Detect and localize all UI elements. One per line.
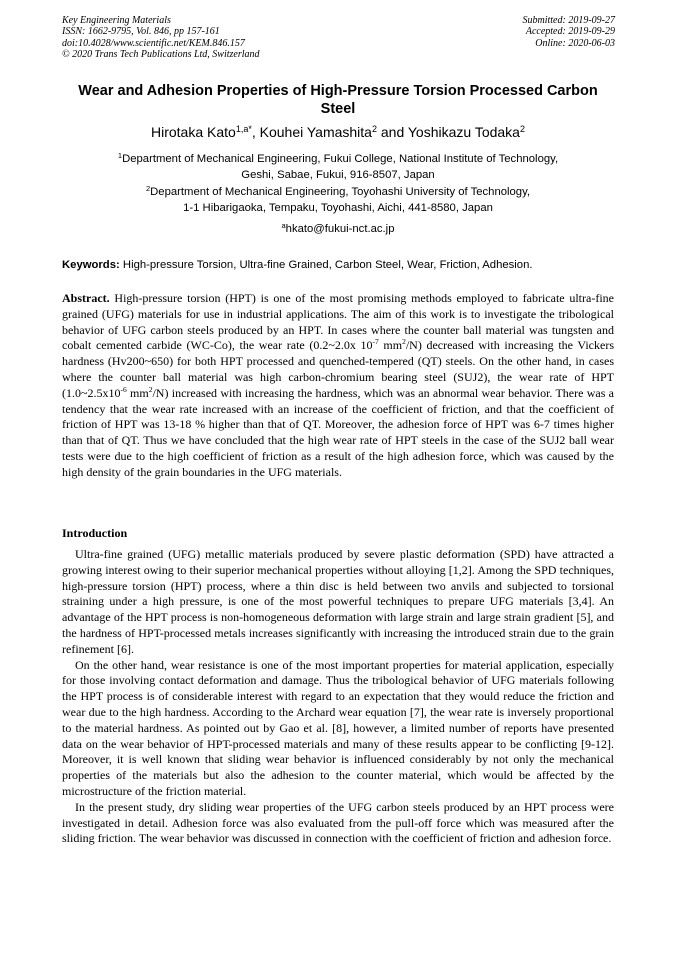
affiliation-marker: 2 <box>145 184 151 193</box>
email-marker: a <box>281 221 286 230</box>
affiliation-line: Geshi, Sabae, Fukui, 916-8507, Japan <box>241 169 435 181</box>
journal-name: Key Engineering Materials <box>62 15 171 26</box>
introduction-body <box>62 547 614 847</box>
paragraph: Ultra-fine grained (UFG) metallic materials produced by severe plastic deformation (SPD) have attracted a growing interest owing to their superior mechanical properties without alloying [1,2]. Among the SPD techniques, high-pressure torsion (HPT) process, where a thin disc is held between two anvils and subjected to torsional straining under a high pressure, is one of the most powerful techniques to prepare UFG materials [3,4]. An advantage of the HPT process is non-homogeneous deformation with large strain and large strain gradient [5], and the hardness of HPT-processed metals increases significantly with increasing the introduced strain due to the grain refinement [6]. <box>62 547 614 656</box>
affiliation-marker: 1 <box>117 151 123 160</box>
author-separator: and <box>376 124 408 140</box>
author-superscript: 2 <box>519 124 525 134</box>
abstract <box>62 291 614 481</box>
journal-issn: ISSN: 1662-9795, Vol. 846, pp 157-161 <box>62 26 220 38</box>
journal-copyright: © 2020 Trans Tech Publications Ltd, Switzerland <box>62 48 260 60</box>
author-name: Hirotaka Kato <box>151 124 236 140</box>
abstract-superscript: 2 <box>148 384 153 394</box>
affiliation-line: Department of Mechanical Engineering, Toyohashi University of Technology, <box>150 186 531 198</box>
abstract-superscript: -7 <box>372 337 379 347</box>
abstract-text: /N) increased with increasing the hardness, which was an abnormal wear behavior. There was a tendency that the wear rate increased with an increase of the coefficient of friction, and that the coefficient of friction of HPT was 13-18 % higher than that of QT. Moreover, the adhesion force of HPT was 6-7 times higher than that of QT. Thus we have concluded that the high wear rate of HPT steels in the case of the SUJ2 ball wear tests were due to the high coefficient of friction as a result of the high adhesion force, which was caused by the high density of the grain boundaries in the UFG materials. <box>62 385 614 479</box>
keywords-text: High-pressure Torsion, Ultra-fine Grained, Carbon Steel, Wear, Friction, Adhesion. <box>119 259 533 271</box>
section-heading-introduction: Introduction <box>62 526 128 540</box>
submission-dates <box>523 15 616 49</box>
author-separator: , <box>251 124 260 140</box>
online-date: Online: 2020-06-03 <box>535 37 615 49</box>
submitted-date: Submitted: 2019-09-27 <box>522 15 615 26</box>
author-name: Yoshikazu Todaka <box>407 124 520 140</box>
abstract-text: /N) decreased with increasing the Vickers hardness (Hv200~650) for both HPT processed and quenched-tempered (QT) steels. On the other hand, in cases where the counter ball material was high carbon-chromium bearing steel (SUJ2), the wear rate of HPT (1.0~2.5x10 <box>62 338 614 400</box>
keywords <box>62 257 622 273</box>
affiliation-2 <box>62 184 614 216</box>
abstract-superscript: 2 <box>402 337 406 347</box>
author-superscript: 2 <box>371 124 377 134</box>
affiliation-line: Department of Mechanical Engineering, Fukui College, National Institute of Technology, <box>122 153 559 165</box>
author-list <box>62 123 614 141</box>
affiliation-line: 1-1 Hibarigaoka, Tempaku, Toyohashi, Aichi, 441-8580, Japan <box>183 202 493 214</box>
paragraph: On the other hand, wear resistance is one of the most important properties for material application, especially for those involving contact deformation and damage. Thus the tribological behavior of UFG materials following the HPT process is of considerable interest with regard to an expectation that they would reduce the friction and wear due to the high hardness. According to the Archard wear equation [7], the wear rate is inversely proportional to the material hardness. As pointed out by Gao et al. [8], however, a limited number of reports have presented data on the wear behavior of HPT-processed materials and many of these results appear to be conflicting [9-12]. Moreover, it is well known that sliding wear behavior is influenced considerably by not only the mechanical properties of the materials but also the adhesion to the counter material, which would be affected by the microstructure of the friction material. <box>62 657 614 798</box>
accepted-date: Accepted: 2019-09-29 <box>525 26 615 38</box>
abstract-text: mm <box>378 338 403 353</box>
keywords-label: Keywords: <box>62 259 120 271</box>
affiliation-1 <box>62 151 614 183</box>
email-address: hkato@fukui-nct.ac.jp <box>285 223 395 235</box>
abstract-text: High-pressure torsion (HPT) is one of the most promising methods employed to fabricate ultra-fine grained (UFG) materials for use in industrial applications. The aim of this work is to investigate the tribological behavior of UFG carbon steels produced by an HPT. In cases where the counter ball material was tungsten and cobalt cemented carbide (WC-Co), the wear rate (0.2~2.0x 10 <box>62 291 614 353</box>
abstract-label: Abstract. <box>62 291 110 305</box>
corresponding-email <box>62 221 614 237</box>
author-superscript: 1,a* <box>235 124 252 134</box>
journal-doi: doi:10.4028/www.scientific.net/KEM.846.157 <box>62 37 245 49</box>
paper-title: Wear and Adhesion Properties of High-Pressure Torsion Processed Carbon Steel <box>78 83 598 117</box>
paragraph: In the present study, dry sliding wear properties of the UFG carbon steels produced by an HPT process were investigated in detail. Adhesion force was also evaluated from the pull-off force which was measured after the sliding friction. The wear behavior was discussed in connection with the coefficient of friction and adhesion force. <box>62 799 614 846</box>
abstract-superscript: -6 <box>120 384 127 394</box>
journal-header <box>62 15 260 60</box>
author-name: Kouhei Yamashita <box>259 124 372 140</box>
abstract-text: mm <box>126 385 149 400</box>
